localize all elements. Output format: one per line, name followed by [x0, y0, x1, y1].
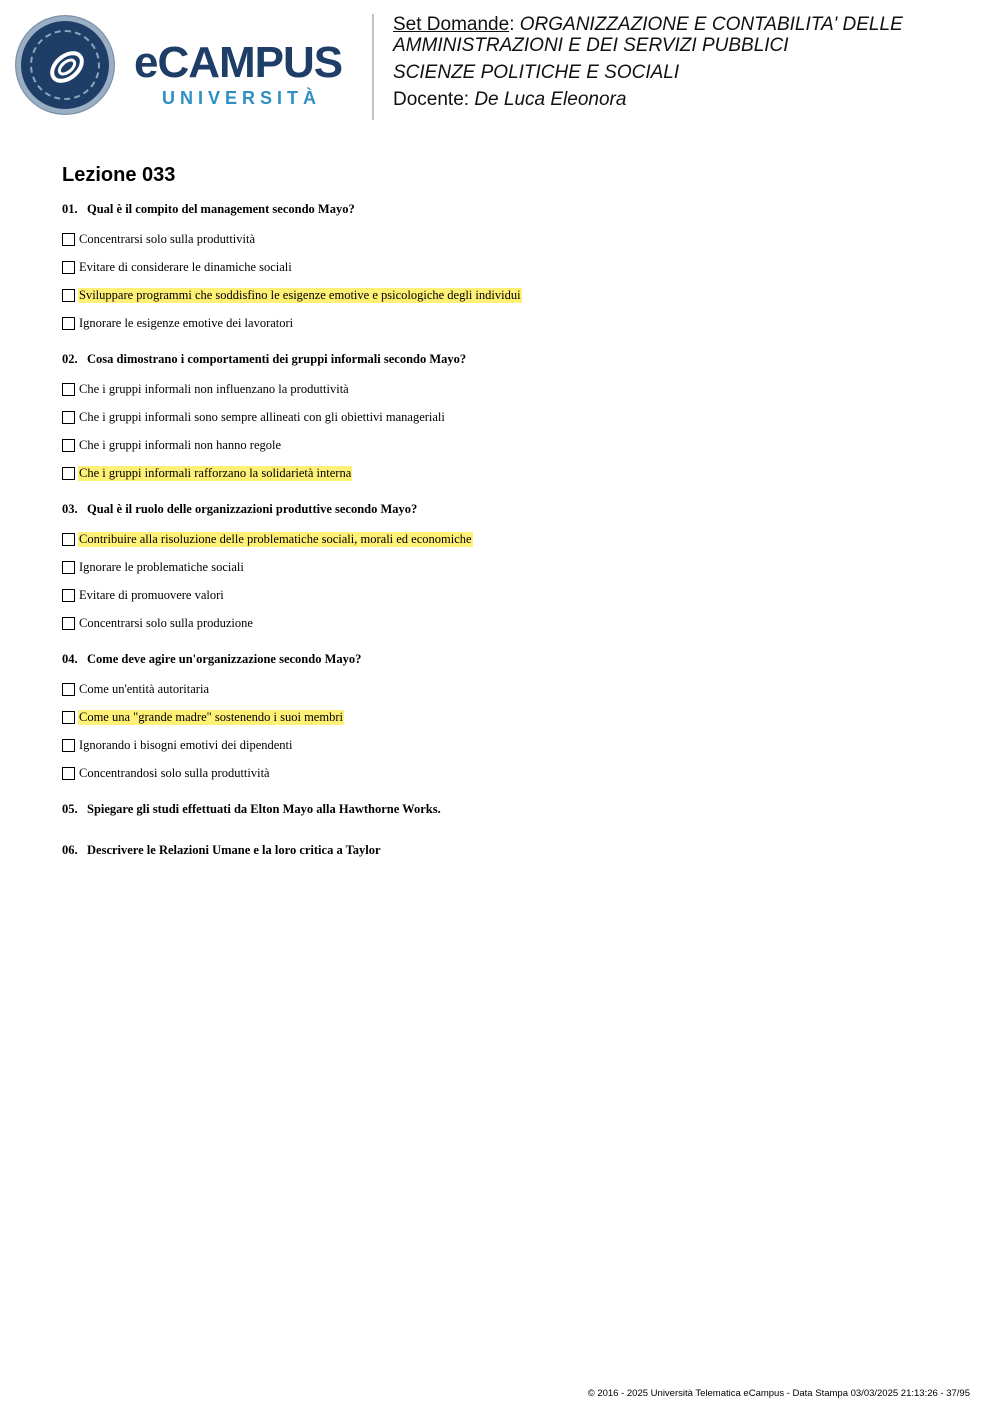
question-text	[62, 800, 962, 818]
brand-name: eCAMPUS	[134, 38, 343, 87]
teacher-line	[393, 89, 983, 110]
option-label: Ignorando i bisogni emotivi dei dipendenti	[79, 737, 293, 752]
checkbox[interactable]	[62, 439, 75, 452]
header-divider	[372, 14, 374, 120]
checkbox[interactable]	[62, 767, 75, 780]
answer-option[interactable]	[62, 253, 962, 281]
answer-option-correct[interactable]	[62, 459, 962, 487]
option-label: Che i gruppi informali non influenzano la produttività	[79, 381, 349, 396]
question-04	[62, 650, 962, 787]
university-seal-logo	[16, 16, 114, 114]
option-label-highlighted: Come una "grande madre" sostenendo i suoi membri	[79, 709, 343, 724]
checkbox[interactable]	[62, 683, 75, 696]
checkbox[interactable]	[62, 317, 75, 330]
answer-option[interactable]	[62, 675, 962, 703]
option-label: Evitare di considerare le dinamiche sociali	[79, 259, 292, 274]
option-label: Concentrarsi solo sulla produzione	[79, 615, 253, 630]
checkbox[interactable]	[62, 467, 75, 480]
answer-option-correct[interactable]	[62, 281, 962, 309]
set-title: ORGANIZZAZIONE E CONTABILITA' DELLE	[519, 14, 903, 35]
checkbox[interactable]	[62, 411, 75, 424]
answer-option[interactable]	[62, 759, 962, 787]
checkbox[interactable]	[62, 261, 75, 274]
answer-option[interactable]	[62, 553, 962, 581]
ecampus-mark-icon	[46, 46, 88, 88]
question-number: 04.	[62, 652, 78, 666]
answer-option[interactable]	[62, 731, 962, 759]
question-01	[62, 200, 962, 337]
answer-option[interactable]	[62, 309, 962, 337]
option-label-highlighted: Sviluppare programmi che soddisfino le esigenze emotive e psicologiche degli individui	[79, 287, 521, 302]
question-label: Descrivere le Relazioni Umane e la loro critica a Taylor	[87, 843, 381, 857]
page-header	[0, 0, 1000, 130]
option-label: Che i gruppi informali sono sempre allineati con gli obiettivi manageriali	[79, 409, 445, 424]
option-label: Ignorare le problematiche sociali	[79, 559, 244, 574]
set-label: Set Domande	[393, 14, 510, 35]
set-title-line2: AMMINISTRAZIONI E DEI SERVIZI PUBBLICI	[393, 35, 789, 56]
question-label: Come deve agire un'organizzazione secondo Mayo?	[87, 652, 362, 666]
question-text	[62, 350, 962, 368]
option-label: Concentrandosi solo sulla produttività	[79, 765, 270, 780]
answer-option-correct[interactable]	[62, 525, 962, 553]
header-info	[393, 14, 983, 110]
option-label: Che i gruppi informali non hanno regole	[79, 437, 282, 452]
page-footer: © 2016 - 2025 Università Telematica eCampus - Data Stampa 03/03/2025 21:13:26 - 37/95	[587, 1388, 970, 1399]
teacher-label: Docente:	[393, 89, 470, 110]
answer-option[interactable]	[62, 609, 962, 637]
checkbox[interactable]	[62, 589, 75, 602]
question-label: Cosa dimostrano i comportamenti dei gruppi informali secondo Mayo?	[87, 352, 467, 366]
question-02	[62, 350, 962, 487]
question-label: Qual è il compito del management secondo Mayo?	[87, 202, 355, 216]
lesson-title: Lezione 033	[62, 164, 176, 186]
set-title-line1: Set Domande: ORGANIZZAZIONE E CONTABILITA' DELLE	[393, 14, 903, 35]
option-label: Ignorare le esigenze emotive dei lavoratori	[79, 315, 294, 330]
checkbox[interactable]	[62, 739, 75, 752]
checkbox[interactable]	[62, 233, 75, 246]
answer-option[interactable]	[62, 431, 962, 459]
answer-option[interactable]	[62, 225, 962, 253]
question-number: 01.	[62, 202, 78, 216]
question-label: Spiegare gli studi effettuati da Elton Mayo alla Hawthorne Works.	[87, 802, 441, 816]
question-label: Qual è il ruolo delle organizzazioni produttive secondo Mayo?	[87, 502, 418, 516]
option-label: Evitare di promuovere valori	[79, 587, 224, 602]
question-number: 05.	[62, 802, 78, 816]
brand-subtitle: UNIVERSITÀ	[162, 88, 322, 108]
checkbox[interactable]	[62, 289, 75, 302]
checkbox[interactable]	[62, 383, 75, 396]
question-text	[62, 650, 962, 668]
option-label-highlighted: Che i gruppi informali rafforzano la solidarietà interna	[79, 465, 352, 480]
answer-option[interactable]	[62, 581, 962, 609]
question-05	[62, 800, 962, 841]
checkbox[interactable]	[62, 561, 75, 574]
question-text	[62, 841, 962, 859]
question-number: 02.	[62, 352, 78, 366]
question-number: 06.	[62, 843, 78, 857]
lesson-content	[62, 160, 962, 882]
answer-option-correct[interactable]	[62, 703, 962, 731]
option-label-highlighted: Contribuire alla risoluzione delle problematiche sociali, morali ed economiche	[79, 531, 472, 546]
checkbox[interactable]	[62, 617, 75, 630]
faculty: SCIENZE POLITICHE E SOCIALI	[393, 62, 680, 83]
option-label: Concentrarsi solo sulla produttività	[79, 231, 256, 246]
answer-option[interactable]	[62, 403, 962, 431]
option-label: Come un'entità autoritaria	[79, 681, 209, 696]
question-03	[62, 500, 962, 637]
answer-option[interactable]	[62, 375, 962, 403]
question-text	[62, 200, 962, 218]
question-text	[62, 500, 962, 518]
question-number: 03.	[62, 502, 78, 516]
checkbox[interactable]	[62, 533, 75, 546]
question-06	[62, 841, 962, 882]
teacher-name: De Luca Eleonora	[474, 89, 627, 110]
checkbox[interactable]	[62, 711, 75, 724]
